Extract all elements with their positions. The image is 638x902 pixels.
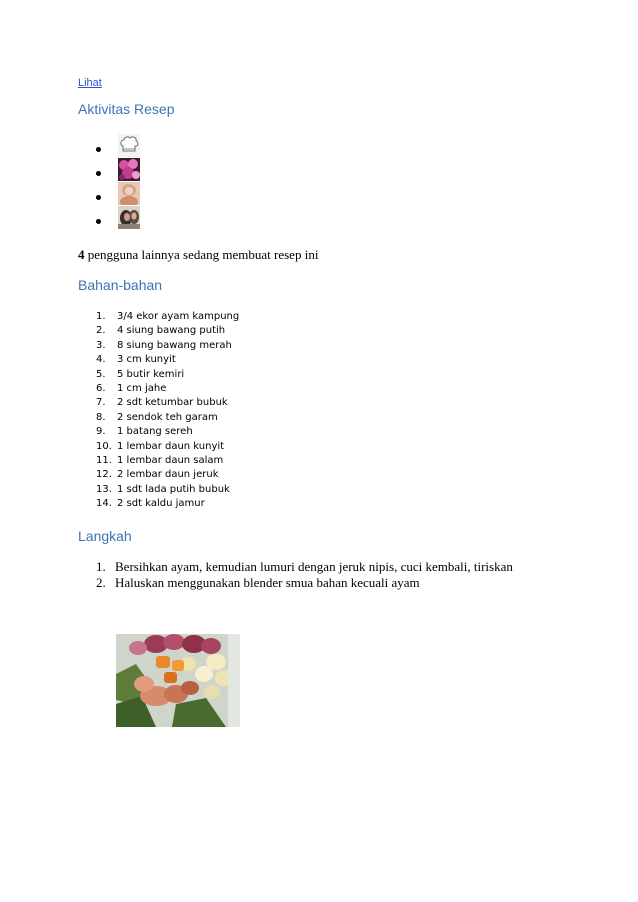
activity-heading: Aktivitas Resep <box>78 101 175 117</box>
list-text: 4 siung bawang putih <box>117 325 226 337</box>
list-number: 3. <box>96 339 106 351</box>
list-item <box>96 396 239 410</box>
list-number: 8. <box>96 411 106 423</box>
chef-hat-icon[interactable] <box>118 134 140 157</box>
cooking-count: 4 <box>78 247 85 262</box>
list-number: 5. <box>96 368 106 380</box>
list-item <box>96 382 239 396</box>
list-item <box>96 440 239 454</box>
list-text: 1 lembar daun kunyit <box>117 440 225 452</box>
list-number: 4. <box>96 354 106 366</box>
list-text: 1 batang sereh <box>117 426 193 438</box>
ingredients-list <box>96 310 239 511</box>
list-number: 12. <box>96 469 112 481</box>
list-text: Haluskan menggunakan blender smua bahan kecuali ayam <box>115 575 420 590</box>
list-number: 2. <box>96 325 106 337</box>
list-text: 2 sendok teh garam <box>117 411 218 423</box>
list-text: 1 cm jahe <box>117 382 167 394</box>
bullet <box>96 195 101 200</box>
list-number: 9. <box>96 426 106 438</box>
list-number: 2. <box>96 575 106 590</box>
list-number: 1. <box>96 559 106 574</box>
user-avatar-icon[interactable] <box>118 182 140 205</box>
cooking-count-label: pengguna lainnya sedang membuat resep ini <box>84 247 319 262</box>
list-text: 1 sdt lada putih bubuk <box>117 483 230 495</box>
list-number: 7. <box>96 397 106 409</box>
user-avatar-icon[interactable] <box>118 158 140 181</box>
bullet <box>96 171 101 176</box>
bullet <box>96 219 101 224</box>
list-number: 6. <box>96 382 106 394</box>
view-link[interactable]: Lihat <box>78 77 102 89</box>
list-item <box>96 483 239 497</box>
bullet <box>96 147 101 152</box>
list-item <box>96 559 513 575</box>
list-item <box>96 425 239 439</box>
list-text: Bersihkan ayam, kemudian lumuri dengan jeruk nipis, cuci kembali, tiriskan <box>115 559 513 574</box>
steps-heading: Langkah <box>78 528 132 544</box>
list-text: 3 cm kunyit <box>117 354 176 366</box>
list-text: 1 lembar daun salam <box>117 454 224 466</box>
cooking-count-text <box>78 247 318 263</box>
list-item <box>96 310 239 324</box>
list-item <box>96 468 239 482</box>
list-number: 10. <box>96 440 112 452</box>
list-item <box>96 368 239 382</box>
list-text: 5 butir kemiri <box>117 368 185 380</box>
list-item <box>96 353 239 367</box>
list-number: 1. <box>96 311 106 322</box>
list-item <box>96 575 513 591</box>
list-text: 2 lembar daun jeruk <box>117 469 219 481</box>
list-text: 3/4 ekor ayam kampung <box>117 311 240 322</box>
list-text: 2 sdt ketumbar bubuk <box>117 397 228 409</box>
list-number: 13. <box>96 483 112 495</box>
list-item <box>96 411 239 425</box>
list-number: 14. <box>96 498 112 510</box>
list-text: 2 sdt kaldu jamur <box>117 498 205 510</box>
list-item <box>96 324 239 338</box>
ingredients-heading: Bahan-bahan <box>78 277 163 293</box>
list-item <box>96 454 239 468</box>
steps-list <box>96 559 513 591</box>
spice-ingredients-photo <box>116 634 240 727</box>
list-item <box>96 339 239 353</box>
list-text: 8 siung bawang merah <box>117 339 232 351</box>
user-avatar-icon[interactable] <box>118 206 140 229</box>
list-number: 11. <box>96 454 112 466</box>
list-item <box>96 497 239 511</box>
